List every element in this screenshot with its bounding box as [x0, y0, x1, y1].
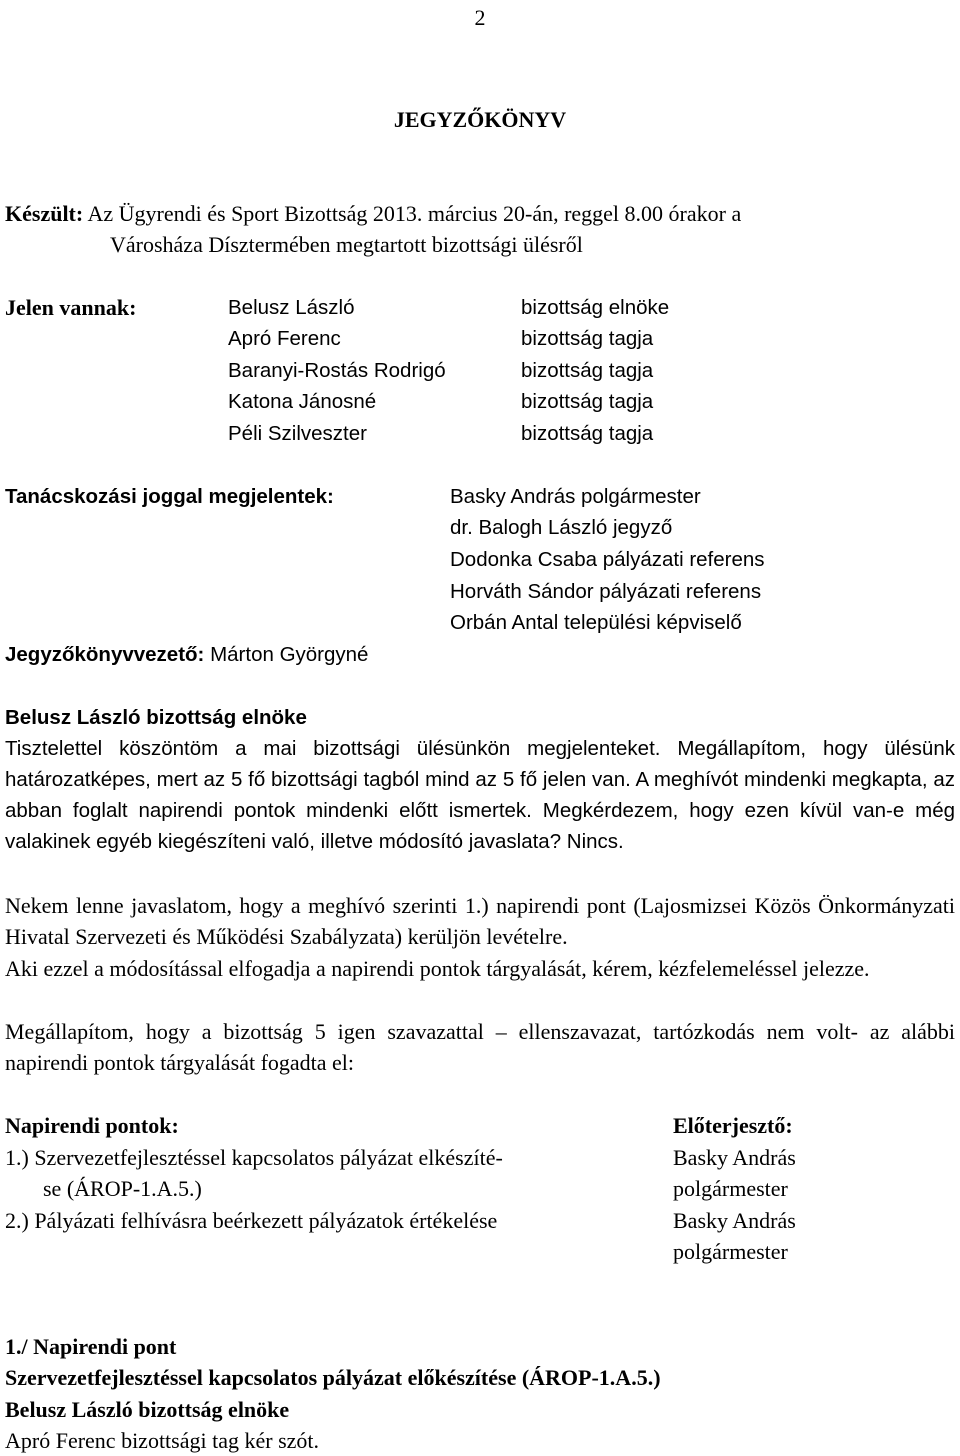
presenter-header: Előterjesztő:	[673, 1113, 793, 1138]
made-text-2: Városháza Dísztermében megtartott bizottsági ülésről	[110, 232, 583, 257]
recorder-name: Márton Györgyné	[210, 643, 369, 666]
member-name: Belusz László	[228, 296, 355, 319]
advisory-person: Orbán Antal települési képviselő	[450, 611, 742, 634]
member-role: bizottság tagja	[521, 422, 654, 445]
speech-paragraph: Nekem lenne javaslatom, hogy a meghívó szerinti 1.) napirendi pont (Lajosmizsei Közös Önkormányzati Hivatal Szervezeti és Működési Szabályzata) kerüljön levételre.	[5, 893, 955, 949]
item-subject: Szervezetfejlesztéssel kapcsolatos pályázat előkészítése (ÁROP-1.A.5.)	[5, 1365, 661, 1390]
present-label: Jelen vannak:	[5, 295, 137, 320]
made-label: Készült:	[5, 201, 84, 226]
speech-paragraph: Tisztelettel köszöntöm a mai bizottsági ülésünkön megjelenteket. Megállapítom, hogy ülésünk határozatképes, mert az 5 fő bizottsági tagból mind az 5 fő jelen van. A meghívót mindenki megkapta, az abban foglalt napirendi pontok mindenki előtt ismertek. Megkérdezem, hogy ezen kívül van-e még valakinek egyéb kiegészíteni való, illetve módosító javaslata? Nincs.	[5, 737, 955, 853]
advisory-person: dr. Balogh László jegyző	[450, 516, 673, 539]
presenter-name: Basky András	[673, 1208, 796, 1233]
made-line-1	[5, 198, 741, 229]
item-heading: 1./ Napirendi pont	[5, 1334, 177, 1359]
member-name: Baranyi-Rostás Rodrigó	[228, 359, 446, 382]
member-role: bizottság tagja	[521, 390, 654, 413]
speaker-heading: Belusz László bizottság elnöke	[5, 1397, 290, 1422]
advisory-person: Horváth Sándor pályázati referens	[450, 580, 762, 603]
document-title: JEGYZŐKÖNYV	[393, 107, 567, 132]
presenter-name: Basky András	[673, 1145, 796, 1170]
agenda-item: 1.) Szervezetfejlesztéssel kapcsolatos pályázat elkészíté-	[5, 1145, 503, 1170]
presenter-title: polgármester	[673, 1176, 788, 1201]
advisory-person: Basky András polgármester	[450, 485, 701, 508]
speech-paragraph: Megállapítom, hogy a bizottság 5 igen szavazattal – ellenszavazat, tartózkodás nem volt- az alábbi napirendi pontok tárgyalását fogadta el:	[5, 1019, 955, 1075]
speech-paragraph: Aki ezzel a módosítással elfogadja a napirendi pontok tárgyalását, kérem, kézfelemeléssel jelezze.	[5, 956, 870, 981]
advisory-label: Tanácskozási joggal megjelentek:	[5, 485, 334, 508]
member-name: Katona Jánosné	[228, 390, 377, 413]
agenda-header: Napirendi pontok:	[5, 1113, 179, 1138]
made-text-1: Az Ügyrendi és Sport Bizottság 2013. március 20-án, reggel 8.00 órakor a	[87, 201, 742, 226]
member-name: Péli Szilveszter	[228, 422, 367, 445]
page-number: 2	[474, 5, 486, 30]
advisory-person: Dodonka Csaba pályázati referens	[450, 548, 765, 571]
speaker-heading: Belusz László bizottság elnöke	[5, 706, 307, 729]
member-name: Apró Ferenc	[228, 327, 341, 350]
member-role: bizottság tagja	[521, 359, 654, 382]
presenter-title: polgármester	[673, 1239, 788, 1264]
member-role: bizottság elnöke	[521, 296, 670, 319]
recorder-line	[5, 639, 368, 670]
item-text: Apró Ferenc bizottsági tag kér szót.	[5, 1428, 320, 1453]
recorder-label: Jegyzőkönyvvezető:	[5, 643, 205, 666]
agenda-item: 2.) Pályázati felhívásra beérkezett pályázatok értékelése	[5, 1208, 498, 1233]
agenda-item-cont: se (ÁROP-1.A.5.)	[43, 1176, 202, 1201]
member-role: bizottság tagja	[521, 327, 654, 350]
